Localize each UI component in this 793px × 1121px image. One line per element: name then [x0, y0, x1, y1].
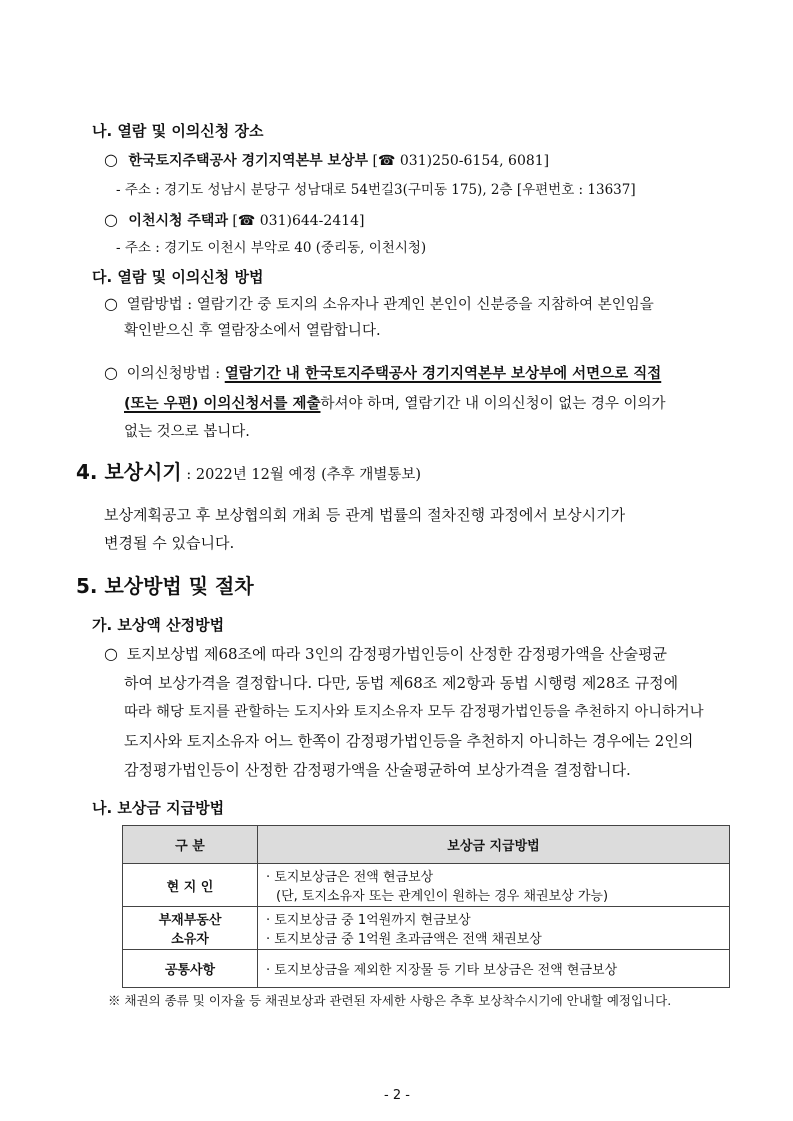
section-na-heading: 나. 열람 및 이의신청 장소 [92, 122, 264, 140]
circle-bullet-icon: ○ [104, 150, 118, 169]
table-row-content: · 토지보상금 중 1억원까지 현금보상 · 토지보상금 중 1억원 초과금액은 전액 채권보상 [258, 907, 730, 950]
ga-line3: 따라 해당 토지를 관할하는 도지사와 토지소유자 모두 감정평가법인등을 추천하지 아니하거나 [124, 704, 704, 720]
footnote: ※ 채권의 종류 및 이자율 등 채권보상과 관련된 자세한 사항은 추후 보상착수시기에 안내할 예정입니다. [108, 993, 672, 1008]
page-number: - 2 - [384, 1088, 410, 1103]
ga-line2: 하여 보상가격을 결정합니다. 다만, 동법 제68조 제2항과 동법 시행령 제28조 규정에 [124, 674, 679, 692]
method2-line3: 없는 것으로 봅니다. [124, 424, 250, 440]
table-row [123, 950, 730, 988]
section4-heading-line [76, 456, 421, 485]
section-da-heading: 다. 열람 및 이의신청 방법 [92, 268, 264, 286]
section5-ga-heading: 가. 보상액 산정방법 [92, 616, 225, 634]
method2-line2: (또는 우편) 이의신청서를 제출하셔야 하며, 열람기간 내 이의신청이 없는 경우 이의가 [124, 396, 666, 412]
table-row-label: 현 지 인 [123, 864, 258, 907]
table-header-category: 구 분 [123, 826, 258, 864]
table-header-method: 보상금 지급방법 [258, 826, 730, 864]
circle-bullet-icon: ○ [104, 294, 118, 313]
table-row [123, 907, 730, 950]
section4-subtitle: : 2022년 12월 예정 (추후 개별통보) [181, 467, 422, 483]
circle-bullet-icon: ○ [104, 644, 118, 663]
table-row-label: 부재부동산 소유자 [123, 907, 258, 950]
circle-bullet-icon: ○ [104, 210, 118, 229]
method1-line2: 확인받으신 후 열람장소에서 열람합니다. [124, 323, 381, 339]
section5-na-heading: 나. 보상금 지급방법 [92, 799, 225, 817]
place1-name: 한국토지주택공사 경기지역본부 보상부 [128, 153, 369, 169]
section4-para-line2: 변경될 수 있습니다. [104, 534, 235, 552]
table-header-row [123, 826, 730, 864]
ga-line5: 감정평가법인등이 산정한 감정평가액을 산술평균하여 보상가격을 결정합니다. [124, 761, 631, 779]
ga-line1: ○ 토지보상법 제68조에 따라 3인의 감정평가법인등이 산정한 감정평가액을 산술평균 [104, 644, 667, 663]
place1-tel: [☎ 031)250-6154, 6081] [368, 153, 550, 169]
payment-method-table [122, 825, 730, 988]
method1-line1: ○ 열람방법 : 열람기간 중 토지의 소유자나 관계인 본인이 신분증을 지참하여 본인임을 [104, 294, 654, 313]
method2-underlined-1: 열람기간 내 한국토지주택공사 경기지역본부 보상부에 서면으로 직접 [224, 366, 662, 382]
circle-bullet-icon: ○ [104, 363, 118, 382]
place1-line [104, 150, 549, 170]
table-row-content: · 토지보상금은 전액 현금보상 (단, 토지소유자 또는 관계인이 원하는 경우 채권보상 가능) [258, 864, 730, 907]
place2-tel: [☎ 031)644-2414] [227, 213, 365, 229]
place2-address: - 주소 : 경기도 이천시 부악로 40 (중리동, 이천시청) [116, 240, 427, 256]
place2-name: 이천시청 주택과 [128, 213, 228, 229]
ga-line4: 도지사와 토지소유자 어느 한쪽이 감정평가법인등을 추천하지 아니하는 경우에는 2인의 [124, 732, 694, 750]
method2-underlined-2: (또는 우편) 이의신청서를 제출 [124, 396, 321, 412]
place1-address: - 주소 : 경기도 성남시 분당구 성남대로 54번길3(구미동 175), 2층 [우편번호 : 13637] [116, 182, 636, 198]
section4-heading: 4. 보상시기 [76, 460, 182, 484]
section4-para-line1: 보상계획공고 후 보상협의회 개최 등 관계 법률의 절차진행 과정에서 보상시기가 [104, 506, 626, 524]
table-row-content: · 토지보상금을 제외한 지장물 등 기타 보상금은 전액 현금보상 [258, 950, 730, 988]
section5-heading: 5. 보상방법 및 절차 [76, 574, 254, 598]
place2-line [104, 210, 365, 230]
method2-line1: ○ 이의신청방법 : 열람기간 내 한국토지주택공사 경기지역본부 보상부에 서면으로 직접 [104, 363, 662, 382]
table-row [123, 864, 730, 907]
table-row-label: 공통사항 [123, 950, 258, 988]
